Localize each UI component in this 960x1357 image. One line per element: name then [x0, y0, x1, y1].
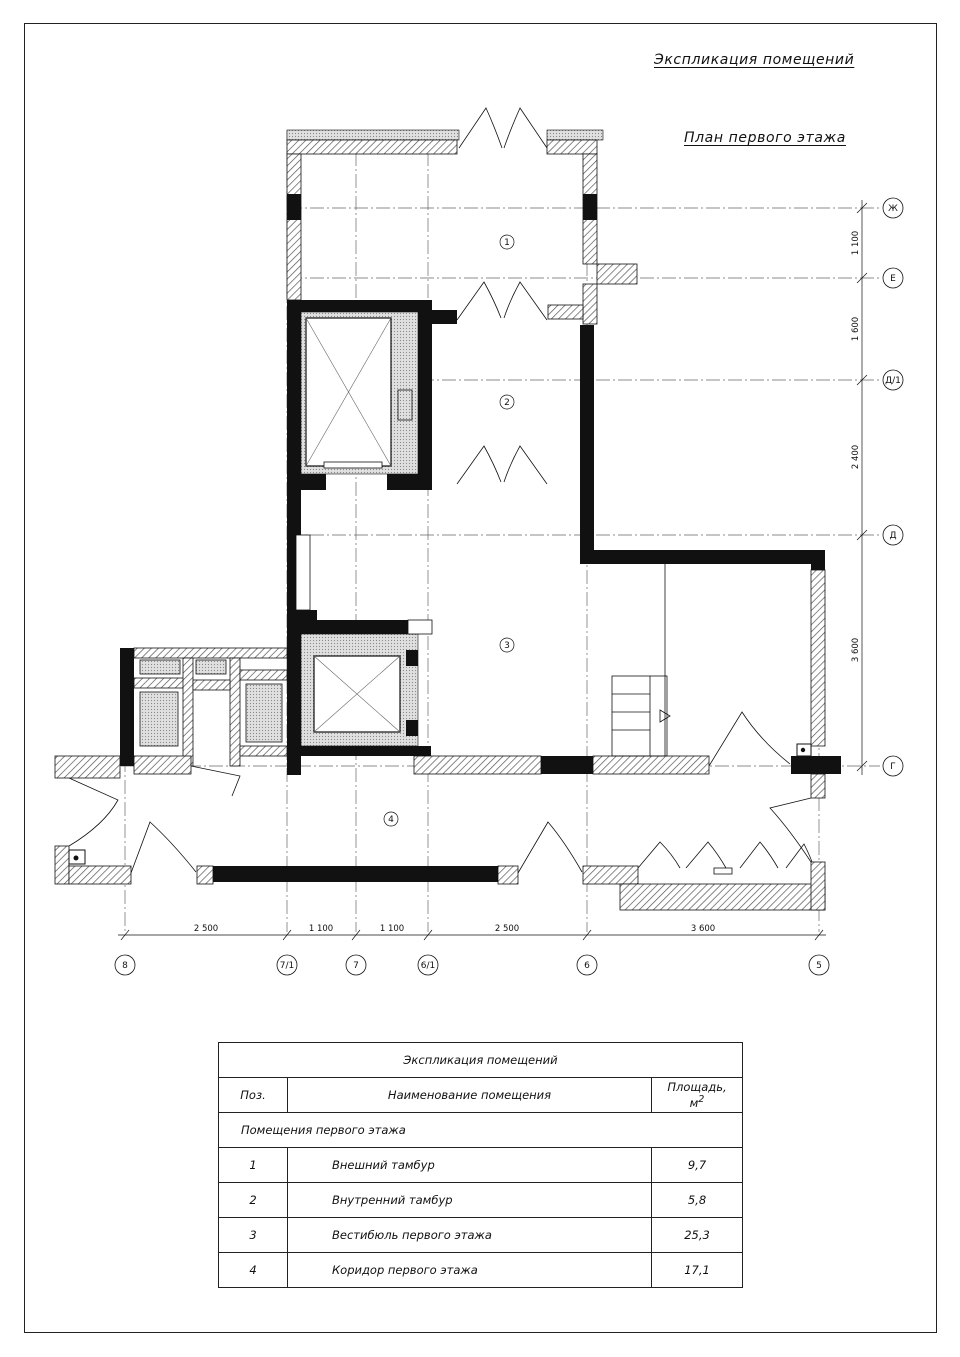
axis-marker-e	[883, 268, 903, 288]
svg-text:4: 4	[388, 815, 394, 825]
row-pos: 2	[219, 1183, 288, 1218]
svg-text:Г: Г	[890, 762, 896, 772]
col-name-header: Наименование помещения	[288, 1078, 652, 1113]
table-row	[219, 1183, 743, 1218]
axis-marker-g	[883, 756, 903, 776]
dim-v-3: 2 400	[851, 444, 861, 470]
table-section-row	[219, 1113, 743, 1148]
axis-marker-6	[577, 955, 597, 975]
table-row	[219, 1148, 743, 1183]
row-area: 9,7	[652, 1148, 743, 1183]
row-pos: 4	[219, 1253, 288, 1288]
svg-text:2: 2	[504, 398, 510, 408]
svg-text:Е: Е	[890, 274, 896, 284]
col-area-header	[652, 1078, 743, 1113]
dim-h-4: 2 500	[494, 924, 520, 934]
axis-marker-d1	[883, 370, 903, 390]
section-label: Помещения первого этажа	[219, 1113, 743, 1148]
table-row	[219, 1218, 743, 1253]
utility-rooms	[134, 648, 287, 766]
col-area-sup: 2	[698, 1094, 705, 1106]
explication-header: Экспликация помещений	[654, 52, 855, 68]
room-label-1	[500, 235, 514, 249]
row-pos: 1	[219, 1148, 288, 1183]
svg-text:Ж: Ж	[888, 204, 898, 214]
svg-text:1: 1	[504, 238, 510, 248]
row-area: 17,1	[652, 1253, 743, 1288]
plan-header: План первого этажа	[684, 130, 846, 146]
row-name: Внутренний тамбур	[288, 1183, 652, 1218]
dim-h-2: 1 100	[308, 924, 334, 934]
row-name: Коридор первого этажа	[288, 1253, 652, 1288]
svg-text:7/1: 7/1	[279, 961, 295, 971]
dim-v-1: 1 100	[851, 230, 861, 256]
svg-text:3: 3	[504, 641, 510, 651]
row-pos: 3	[219, 1218, 288, 1253]
svg-text:5: 5	[816, 961, 822, 971]
horizontal-dimension-line	[118, 930, 826, 940]
row-name: Внешний тамбур	[288, 1148, 652, 1183]
svg-text:7: 7	[353, 961, 359, 971]
axis-marker-5	[809, 955, 829, 975]
axis-marker-7-1	[277, 955, 297, 975]
explication-table	[218, 1042, 743, 1288]
row-name: Вестибюль первого этажа	[288, 1218, 652, 1253]
axis-marker-6-1	[418, 955, 438, 975]
load-bearing-walls	[120, 300, 841, 882]
axis-marker-zh	[883, 198, 903, 218]
row-area: 25,3	[652, 1218, 743, 1253]
elevator-1	[301, 312, 418, 474]
table-header-row	[219, 1078, 743, 1113]
dim-h-5: 3 600	[690, 924, 716, 934]
dim-h-3: 1 100	[379, 924, 405, 934]
svg-text:Д: Д	[889, 531, 897, 541]
axis-lines	[55, 130, 880, 932]
col-area-label: Площадь, м	[667, 1080, 727, 1110]
corridor-walls	[55, 744, 825, 910]
dim-h-1: 2 500	[193, 924, 219, 934]
dim-v-4: 3 600	[851, 637, 861, 663]
axis-marker-8	[115, 955, 135, 975]
staircase	[612, 564, 670, 756]
table-row	[219, 1253, 743, 1288]
axis-marker-7	[346, 955, 366, 975]
row-area: 5,8	[652, 1183, 743, 1218]
svg-text:Д/1: Д/1	[885, 376, 901, 386]
svg-text:6: 6	[584, 961, 590, 971]
room-label-3	[500, 638, 514, 652]
room-1-walls	[287, 130, 637, 324]
svg-text:8: 8	[122, 961, 128, 971]
table-title-row	[219, 1043, 743, 1078]
svg-text:6/1: 6/1	[420, 961, 436, 971]
table-title: Экспликация помещений	[219, 1043, 743, 1078]
vertical-dimension-line	[857, 200, 867, 775]
dim-v-2: 1 600	[851, 316, 861, 342]
col-pos-header: Поз.	[219, 1078, 288, 1113]
room-label-4	[384, 812, 398, 826]
room-label-2	[500, 395, 514, 409]
axis-marker-d	[883, 525, 903, 545]
